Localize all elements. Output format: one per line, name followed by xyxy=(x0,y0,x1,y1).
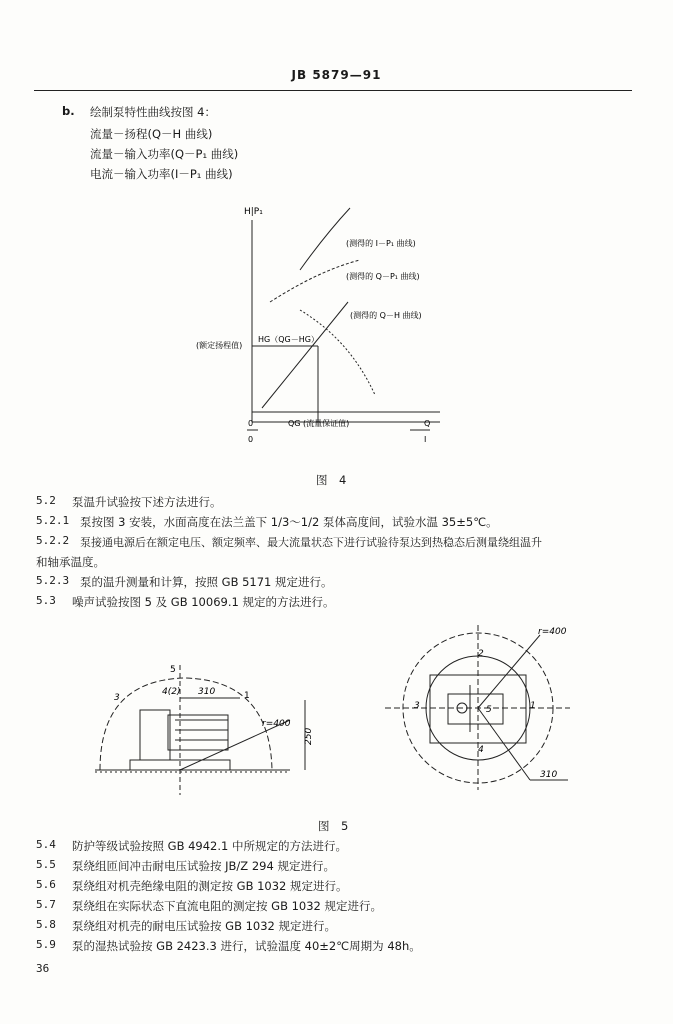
para-num: 5.5 xyxy=(36,858,56,871)
qh-curve xyxy=(300,310,375,395)
point-1-right-label: 1 xyxy=(530,701,536,711)
radius-line-right xyxy=(478,635,540,708)
page-number: 36 xyxy=(36,962,50,975)
ip-curve-label: (测得的 I－P₁ 曲线) xyxy=(346,239,416,248)
pump-outline xyxy=(448,694,503,724)
para-text-continued: 和轴承温度。 xyxy=(36,555,105,569)
para-num: 5.7 xyxy=(36,898,56,911)
hg-label: HG（QG－HG） xyxy=(258,335,319,344)
ip-curve xyxy=(300,208,350,270)
figure-5-diagram xyxy=(0,620,673,810)
para-num: 5.4 xyxy=(36,838,56,851)
para-text: 防护等级试验按照 GB 4942.1 中所规定的方法进行。 xyxy=(72,839,348,853)
y-axis-label: H|P₁ xyxy=(244,207,263,217)
para-num: 5.2.2 xyxy=(36,534,70,547)
distance-310-label: 310 xyxy=(198,687,216,697)
distance-310-right-label: 310 xyxy=(540,770,558,780)
para-text: 泵绕组匝间冲击耐电压试验按 JB/Z 294 规定进行。 xyxy=(72,859,335,873)
height-250-label: 250 xyxy=(304,727,314,745)
qp-curve-label: (测得的 Q－P₁ 曲线) xyxy=(346,272,420,281)
point-3-right-label: 3 xyxy=(414,701,420,711)
para-num: 5.2.3 xyxy=(36,574,70,587)
q-axis-label: Q xyxy=(424,419,431,428)
para-text: 泵温升试验按下述方法进行。 xyxy=(72,495,222,509)
item-label-b: b. xyxy=(62,104,75,118)
para-num: 5.2.1 xyxy=(36,514,70,527)
figure-5-caption: 图 5 xyxy=(318,819,349,833)
rated-head-label: (额定扬程值) xyxy=(196,341,243,350)
item-b-line-3: 电流－输入功率(I－P₁ 曲线) xyxy=(90,167,233,181)
motor-body xyxy=(140,710,170,760)
para-text: 泵的湿热试验按 GB 2423.3 进行，试验温度 40±2℃周期为 48h。 xyxy=(72,939,421,953)
para-text: 噪声试验按图 5 及 GB 10069.1 规定的方法进行。 xyxy=(72,595,335,609)
point-2-label: 2 xyxy=(478,649,484,659)
figure-4-diagram xyxy=(0,190,673,460)
para-text: 泵的温升测量和计算，按照 GB 5171 规定进行。 xyxy=(80,575,333,589)
point-4-2-label: 4(2) xyxy=(162,687,181,697)
qg-label: QG (流量保证值) xyxy=(288,419,350,428)
para-text: 泵绕组对机壳的耐电压试验按 GB 1032 规定进行。 xyxy=(72,919,337,933)
para-num: 5.3 xyxy=(36,594,56,607)
qh-curve-label: (测得的 Q－H 曲线) xyxy=(350,311,422,320)
para-num: 5.9 xyxy=(36,938,56,951)
para-text: 泵绕组在实际状态下直流电阻的测定按 GB 1032 规定进行。 xyxy=(72,899,383,913)
point-5-label: 5 xyxy=(170,665,176,675)
i-axis-label: I xyxy=(424,435,427,444)
para-text: 泵接通电源后在额定电压、额定频率、最大流量状态下进行试验待泵达到热稳态后测量绕组温升 xyxy=(80,536,542,549)
para-num: 5.6 xyxy=(36,878,56,891)
para-num: 5.8 xyxy=(36,918,56,931)
header-rule xyxy=(34,90,632,91)
para-text: 泵绕组对机壳绝缘电阻的测定按 GB 1032 规定进行。 xyxy=(72,879,348,893)
standard-number: JB 5879—91 xyxy=(291,68,382,82)
item-b-line-2: 流量－输入功率(Q－P₁ 曲线) xyxy=(90,147,239,161)
radius-400-label: r=400 xyxy=(262,719,291,729)
item-b-line-1: 流量－扬程(Q－H 曲线) xyxy=(90,127,213,141)
qp-curve xyxy=(270,260,360,302)
point-4-label: 4 xyxy=(478,745,484,755)
point-1-label: 1 xyxy=(244,691,250,701)
para-num: 5.2 xyxy=(36,494,56,507)
point-5-right-label: 5 xyxy=(486,705,492,715)
item-b-intro: 绘制泵特性曲线按图 4： xyxy=(90,105,216,119)
qh-rise-line xyxy=(262,302,348,408)
origin-top-label: 0 xyxy=(248,419,254,428)
para-text: 泵按图 3 安装，水面高度在法兰盖下 1/3～1/2 泵体高度间，试验水温 35±5℃。 xyxy=(80,515,498,529)
radius-310-line xyxy=(478,708,530,780)
origin-bottom-label: 0 xyxy=(248,435,254,444)
point-3-label: 3 xyxy=(114,693,120,703)
radius-400-right-label: r=400 xyxy=(538,627,567,637)
figure-4-caption: 图 4 xyxy=(316,473,347,487)
